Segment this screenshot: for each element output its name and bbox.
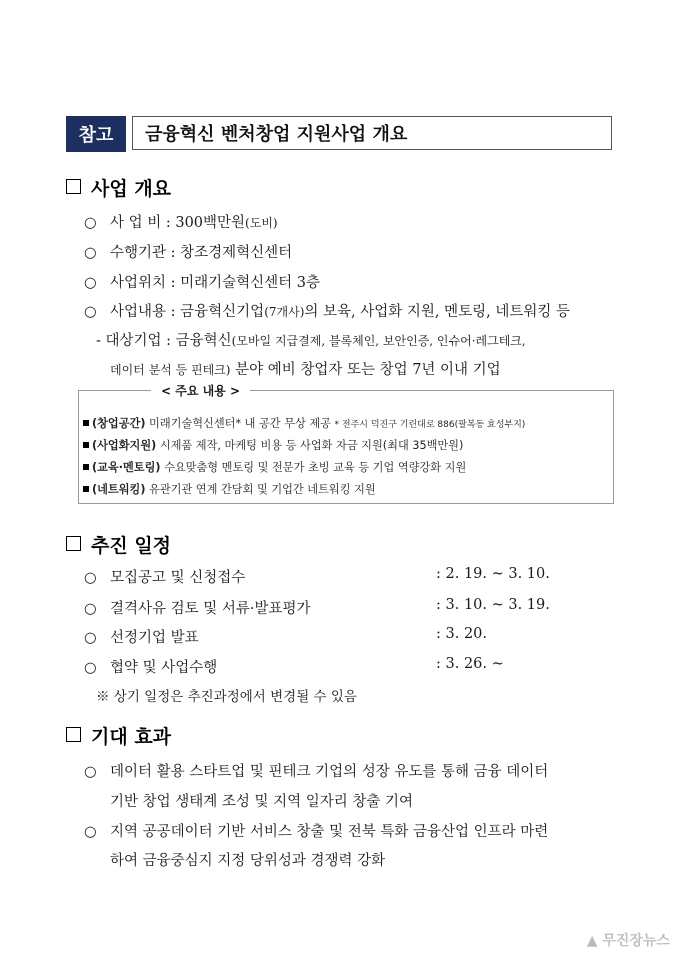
key-content-box bbox=[78, 384, 614, 504]
square-bullet-icon bbox=[83, 464, 89, 470]
list-item: ○ 사업위치 : 미래기술혁신센터 3층 bbox=[84, 275, 321, 291]
list-item: ○ 지역 공공데이터 기반 서비스 창출 및 전북 특화 금융산업 인프라 마련 bbox=[84, 824, 549, 840]
list-item-cont: 기반 창업 생태계 조성 및 지역 일자리 창출 기여 bbox=[110, 794, 414, 810]
list-item: ○ 수행기관 : 창조경제혁신센터 bbox=[84, 245, 293, 261]
watermark-logo-icon: ▲ bbox=[586, 933, 603, 949]
page-title: 금융혁신 벤처창업 지원사업 개요 bbox=[132, 116, 612, 150]
info-row: (사업화지원) 시제품 제작, 마케팅 비용 등 사업화 자금 지원(최대 35백만원) bbox=[83, 437, 463, 453]
square-bullet-icon bbox=[83, 486, 89, 492]
sub-item-target: - 대상기업 : 금융혁신(모바일 지급결제, 블록체인, 보안인증, 인슈어·레그테크, bbox=[96, 333, 526, 349]
schedule-item: ○ 협약 및 사업수행 bbox=[84, 660, 218, 676]
checkbox-square-icon bbox=[66, 179, 81, 194]
schedule-date: : 2. 19. ~ 3. 10. bbox=[436, 566, 550, 582]
square-bullet-icon bbox=[83, 420, 89, 426]
schedule-date: : 3. 26. ~ bbox=[436, 656, 504, 672]
checkbox-square-icon bbox=[66, 536, 81, 551]
list-item: ○ 사업내용 : 금융혁신기업(7개사)의 보육, 사업화 지원, 멘토링, 네트워킹 등 bbox=[84, 304, 570, 320]
list-item: ○ 사 업 비 : 300백만원(도비) bbox=[84, 215, 278, 231]
reference-badge: 참고 bbox=[66, 116, 126, 152]
section-heading-schedule: 추진 일정 bbox=[66, 531, 171, 558]
section-heading-effects: 기대 효과 bbox=[66, 722, 171, 749]
info-row: (교육·멘토링) 수요맞춤형 멘토링 및 전문가 초빙 교육 등 기업 역량강화 지원 bbox=[83, 459, 466, 475]
section-heading-overview: 사업 개요 bbox=[66, 174, 171, 201]
list-item: ○ 데이터 활용 스타트업 및 핀테크 기업의 성장 유도를 통해 금융 데이터 bbox=[84, 764, 549, 780]
square-bullet-icon bbox=[83, 442, 89, 448]
watermark: ▲ 무진장뉴스 bbox=[586, 933, 670, 949]
info-row: (네트워킹) 유관기관 연계 간담회 및 기업간 네트워킹 지원 bbox=[83, 481, 376, 497]
info-row: (창업공간) 미래기술혁신센터* 내 공간 무상 제공 * 전주시 덕진구 기린대로 886(팔복동 효성부지) bbox=[83, 415, 525, 431]
checkbox-square-icon bbox=[66, 727, 81, 742]
schedule-date: : 3. 20. bbox=[436, 626, 487, 642]
schedule-item: ○ 모집공고 및 신청접수 bbox=[84, 570, 246, 586]
info-title: < 주요 내용 > bbox=[151, 382, 250, 399]
schedule-note: ※ 상기 일정은 추진과정에서 변경될 수 있음 bbox=[96, 689, 357, 705]
schedule-date: : 3. 10. ~ 3. 19. bbox=[436, 597, 550, 613]
list-item-cont: 하여 금융중심지 지정 당위성과 경쟁력 강화 bbox=[110, 853, 386, 869]
schedule-item: ○ 선정기업 발표 bbox=[84, 630, 199, 646]
title-bar bbox=[66, 116, 614, 152]
sub-item-target-cont: 데이터 분석 등 핀테크) 분야 예비 창업자 또는 창업 7년 이내 기업 bbox=[110, 362, 501, 378]
schedule-item: ○ 결격사유 검토 및 서류·발표평가 bbox=[84, 601, 311, 617]
